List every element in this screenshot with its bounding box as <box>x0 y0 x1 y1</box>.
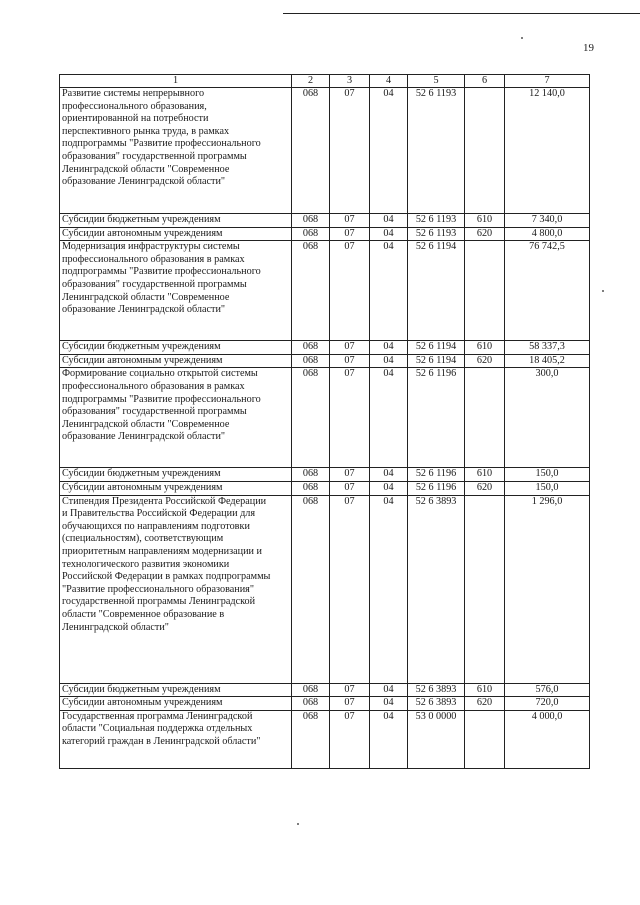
target-code: 52 6 1196 <box>408 368 465 468</box>
amount: 300,0 <box>505 368 590 468</box>
target-code: 52 6 1196 <box>408 468 465 482</box>
target-code: 52 6 1193 <box>408 214 465 228</box>
expense-type-code: 620 <box>465 227 505 241</box>
column-header: 5 <box>408 75 465 88</box>
ministry-code: 068 <box>292 481 330 495</box>
section-code: 07 <box>330 710 370 768</box>
ministry-code: 068 <box>292 683 330 697</box>
subsection-code: 04 <box>370 468 408 482</box>
ministry-code: 068 <box>292 697 330 711</box>
column-header: 1 <box>60 75 292 88</box>
table-row <box>60 368 590 468</box>
row-name: Стипендия Президента Российской Федерации и Правительства Российской Федерации для обучающихся по направлениям подготовки (специальностям), соответствующим приоритетным направлениям модернизации и технологического развития экономики Российской Федерации в рамках подпрограммы "Развитие профессионального образования" государственной программы Ленинградской области "Современное образование в Ленинградской области" <box>60 495 292 683</box>
top-rule <box>283 13 640 14</box>
table-row <box>60 495 590 683</box>
table-row <box>60 683 590 697</box>
expense-type-code: 610 <box>465 683 505 697</box>
expense-type-code <box>465 241 505 341</box>
amount: 1 296,0 <box>505 495 590 683</box>
section-code: 07 <box>330 481 370 495</box>
row-name: Государственная программа Ленинградской области "Социальная поддержка отдельных категорий граждан в Ленинградской области" <box>60 710 292 768</box>
section-code: 07 <box>330 683 370 697</box>
amount: 4 800,0 <box>505 227 590 241</box>
expense-type-code: 620 <box>465 697 505 711</box>
table-row <box>60 88 590 214</box>
column-header: 6 <box>465 75 505 88</box>
amount: 4 000,0 <box>505 710 590 768</box>
subsection-code: 04 <box>370 241 408 341</box>
subsection-code: 04 <box>370 495 408 683</box>
budget-table <box>59 74 590 769</box>
expense-type-code <box>465 88 505 214</box>
ministry-code: 068 <box>292 227 330 241</box>
ministry-code: 068 <box>292 710 330 768</box>
table-row <box>60 227 590 241</box>
target-code: 52 6 3893 <box>408 683 465 697</box>
subsection-code: 04 <box>370 710 408 768</box>
subsection-code: 04 <box>370 683 408 697</box>
target-code: 52 6 1194 <box>408 354 465 368</box>
row-name: Субсидии автономным учреждениям <box>60 354 292 368</box>
row-name: Субсидии бюджетным учреждениям <box>60 683 292 697</box>
row-name: Модернизация инфраструктуры системы профессионального образования в рамках подпрограммы "Развитие профессионального образования" государственной программы Ленинградской области "Современное образование Ленинградской области" <box>60 241 292 341</box>
expense-type-code: 610 <box>465 214 505 228</box>
table-row <box>60 697 590 711</box>
expense-type-code <box>465 368 505 468</box>
expense-type-code <box>465 495 505 683</box>
row-name: Субсидии бюджетным учреждениям <box>60 468 292 482</box>
ministry-code: 068 <box>292 368 330 468</box>
subsection-code: 04 <box>370 697 408 711</box>
amount: 150,0 <box>505 468 590 482</box>
target-code: 52 6 1193 <box>408 227 465 241</box>
ministry-code: 068 <box>292 354 330 368</box>
header-row <box>60 75 590 88</box>
amount: 18 405,2 <box>505 354 590 368</box>
section-code: 07 <box>330 227 370 241</box>
ministry-code: 068 <box>292 495 330 683</box>
section-code: 07 <box>330 214 370 228</box>
section-code: 07 <box>330 88 370 214</box>
scan-speck <box>297 823 299 825</box>
subsection-code: 04 <box>370 88 408 214</box>
ministry-code: 068 <box>292 214 330 228</box>
section-code: 07 <box>330 341 370 355</box>
row-name: Субсидии автономным учреждениям <box>60 481 292 495</box>
ministry-code: 068 <box>292 341 330 355</box>
ministry-code: 068 <box>292 88 330 214</box>
amount: 720,0 <box>505 697 590 711</box>
table-row <box>60 214 590 228</box>
row-name: Субсидии автономным учреждениям <box>60 227 292 241</box>
expense-type-code: 620 <box>465 354 505 368</box>
section-code: 07 <box>330 354 370 368</box>
ministry-code: 068 <box>292 468 330 482</box>
table-row <box>60 710 590 768</box>
section-code: 07 <box>330 697 370 711</box>
table-row <box>60 241 590 341</box>
scan-speck <box>521 37 523 39</box>
section-code: 07 <box>330 368 370 468</box>
ministry-code: 068 <box>292 241 330 341</box>
target-code: 52 6 1196 <box>408 481 465 495</box>
row-name: Развитие системы непрерывного профессионального образования, ориентированной на потребности перспективного рынка труда, в рамках подпрограммы "Развитие профессионального образования" государственной программы Ленинградской области "Современное образование Ленинградской области" <box>60 88 292 214</box>
column-header: 2 <box>292 75 330 88</box>
section-code: 07 <box>330 495 370 683</box>
row-name: Субсидии бюджетным учреждениям <box>60 214 292 228</box>
expense-type-code: 610 <box>465 341 505 355</box>
amount: 576,0 <box>505 683 590 697</box>
section-code: 07 <box>330 468 370 482</box>
amount: 12 140,0 <box>505 88 590 214</box>
table-row <box>60 341 590 355</box>
page-number: 19 <box>583 42 594 54</box>
subsection-code: 04 <box>370 227 408 241</box>
target-code: 52 6 1194 <box>408 241 465 341</box>
column-header: 7 <box>505 75 590 88</box>
target-code: 52 6 1193 <box>408 88 465 214</box>
expense-type-code: 610 <box>465 468 505 482</box>
subsection-code: 04 <box>370 481 408 495</box>
target-code: 52 6 3893 <box>408 697 465 711</box>
table-row <box>60 468 590 482</box>
target-code: 52 6 3893 <box>408 495 465 683</box>
amount: 58 337,3 <box>505 341 590 355</box>
column-header: 3 <box>330 75 370 88</box>
scan-speck <box>602 290 604 292</box>
target-code: 52 6 1194 <box>408 341 465 355</box>
subsection-code: 04 <box>370 368 408 468</box>
table-row <box>60 481 590 495</box>
row-name: Формирование социально открытой системы профессионального образования в рамках подпрограммы "Развитие профессионального образования" государственной программы Ленинградской области "Современное образование Ленинградской области" <box>60 368 292 468</box>
expense-type-code: 620 <box>465 481 505 495</box>
row-name: Субсидии бюджетным учреждениям <box>60 341 292 355</box>
target-code: 53 0 0000 <box>408 710 465 768</box>
column-header: 4 <box>370 75 408 88</box>
expense-type-code <box>465 710 505 768</box>
subsection-code: 04 <box>370 341 408 355</box>
section-code: 07 <box>330 241 370 341</box>
row-name: Субсидии автономным учреждениям <box>60 697 292 711</box>
table-row <box>60 354 590 368</box>
amount: 150,0 <box>505 481 590 495</box>
subsection-code: 04 <box>370 354 408 368</box>
amount: 76 742,5 <box>505 241 590 341</box>
subsection-code: 04 <box>370 214 408 228</box>
amount: 7 340,0 <box>505 214 590 228</box>
